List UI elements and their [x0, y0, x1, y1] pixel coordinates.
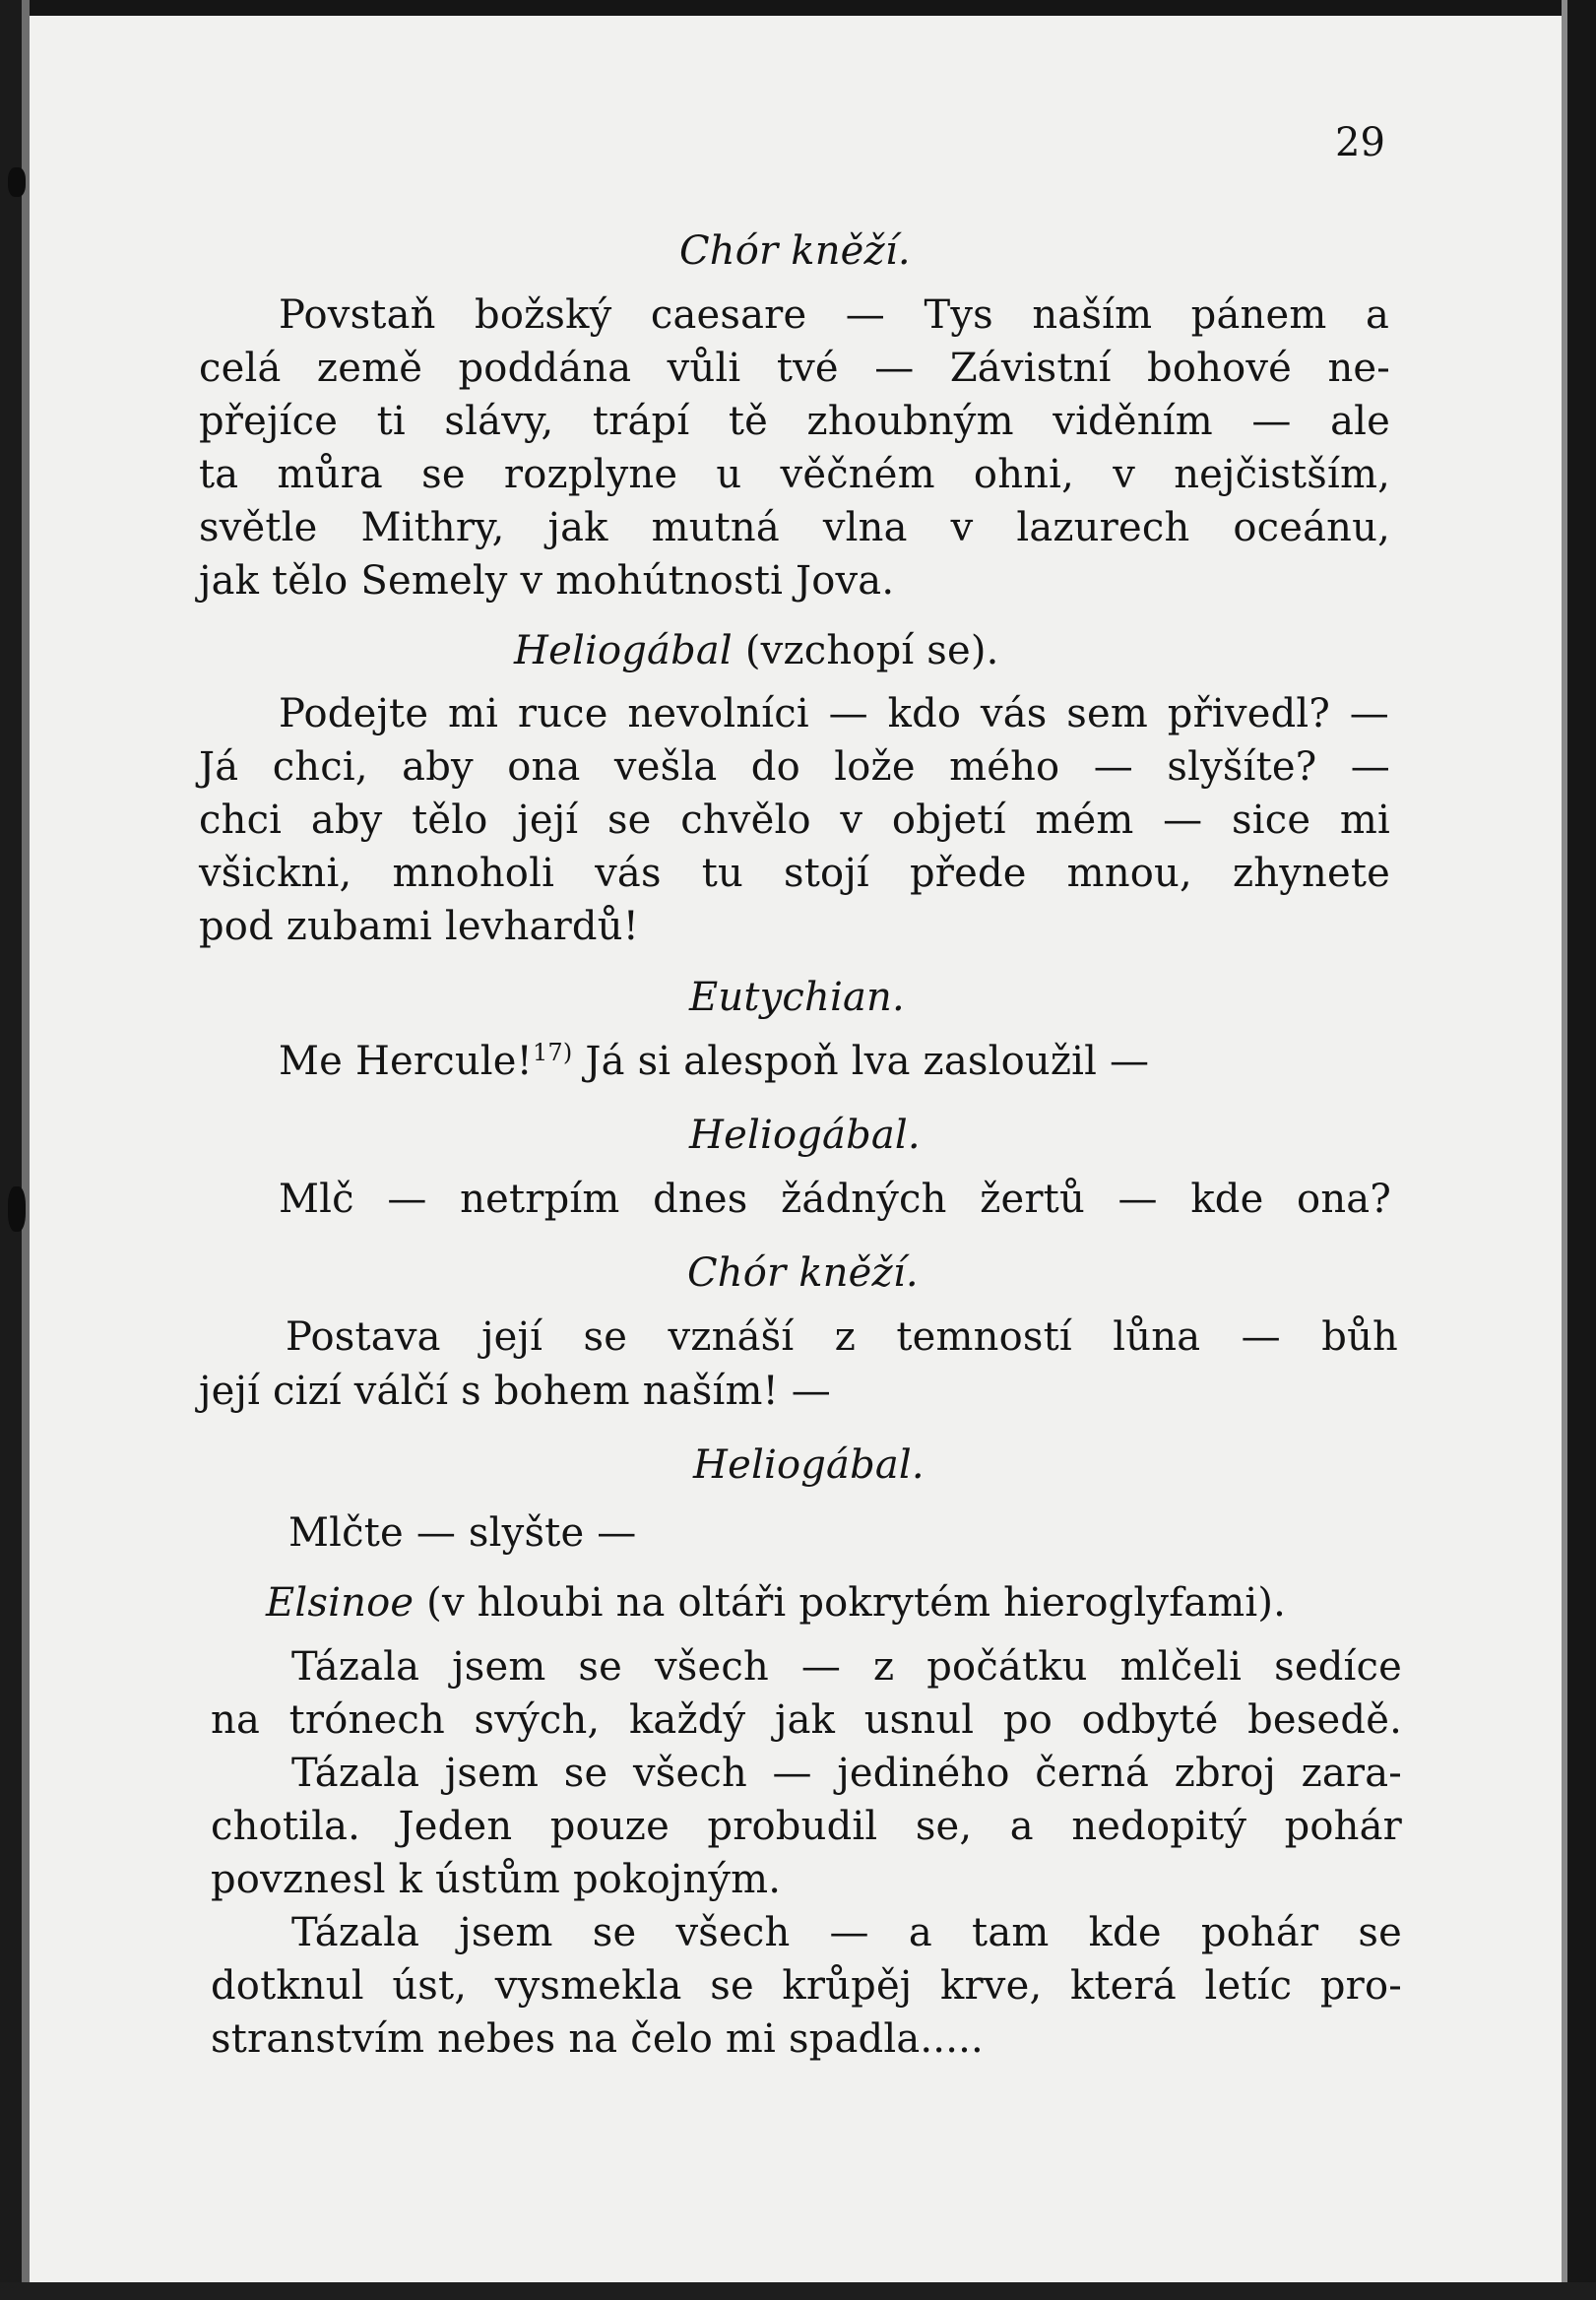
text-line: ta můra se rozplyne u věčném ohni, v nejčistším,: [199, 452, 1390, 497]
speaker-heading: [266, 1580, 1286, 1626]
scan-border-left-shadow: [22, 0, 30, 2300]
speaker-heading: Heliogábal.: [689, 1113, 921, 1158]
text-line: povznesl k ústům pokojným.: [211, 1857, 782, 1902]
speaker-heading: Eutychian.: [689, 975, 905, 1020]
scan-border-right: [1567, 0, 1596, 2300]
text-line: přejíce ti slávy, trápí tě zhoubným viděním — ale: [199, 399, 1390, 444]
stage-direction: (v hloubi na oltáři pokrytém hieroglyfami).: [426, 1580, 1287, 1626]
text-line: všickni, mnoholi vás tu stojí přede mnou, zhynete: [199, 851, 1390, 896]
scan-border-left: [0, 0, 22, 2300]
text-line: Podejte mi ruce nevolníci — kdo vás sem přivedl? —: [279, 691, 1389, 736]
text-line: chotila. Jeden pouze probudil se, a nedopitý pohár: [211, 1804, 1402, 1849]
text-segment: Já si alespoň lva zasloužil —: [572, 1039, 1150, 1084]
stage-direction: (vzchopí se).: [744, 628, 999, 673]
speaker-heading: Heliogábal.: [693, 1442, 925, 1488]
text-line: dotknul úst, vysmekla se krůpěj krve, která letíc pro-: [211, 1963, 1402, 2009]
text-line: světle Mithry, jak mutná vlna v lazurech oceánu,: [199, 505, 1390, 550]
scan-border-bottom: [0, 2282, 1596, 2300]
speaker-heading: [514, 628, 999, 673]
text-line: Tázala jsem se všech — jediného černá zbroj zara-: [291, 1751, 1402, 1796]
text-line: Tázala jsem se všech — a tam kde pohár se: [291, 1910, 1402, 1955]
text-line: Povstaň božský caesare — Tys naším pánem a: [279, 292, 1389, 338]
text-line: Já chci, aby ona vešla do lože mého — slyšíte? —: [199, 744, 1390, 790]
text-line: celá země poddána vůli tvé — Závistní bohové ne-: [199, 346, 1390, 391]
speaker-heading: Chór kněží.: [687, 1250, 919, 1296]
text-line: Postava její se vznáší z temností lůna — bůh: [286, 1314, 1398, 1360]
text-segment: Me Hercule!: [279, 1039, 533, 1084]
footnote-ref: 17): [532, 1039, 573, 1066]
binding-mark: [8, 1186, 26, 1232]
text-line: Tázala jsem se všech — z počátku mlčeli sedíce: [291, 1644, 1402, 1690]
text-line: stranstvím nebes na čelo mi spadla.....: [211, 2016, 984, 2062]
text-line: na trónech svých, každý jak usnul po odbyté besedě.: [211, 1697, 1402, 1743]
scan-border-top: [0, 0, 1596, 16]
text-line: pod zubami levhardů!: [199, 904, 639, 949]
page-number: 29: [1335, 120, 1385, 165]
text-line: Mlčte — slyšte —: [288, 1510, 637, 1556]
text-line: jak tělo Semely v mohútnosti Jova.: [199, 558, 895, 604]
speaker-name: Heliogábal: [514, 628, 733, 673]
binding-mark: [8, 167, 26, 197]
text-line: její cizí válčí s bohem naším! —: [199, 1369, 831, 1414]
text-line: [279, 1039, 1149, 1084]
text-line: Mlč — netrpím dnes žádných žertů — kde ona?: [279, 1177, 1391, 1222]
text-line: chci aby tělo její se chvělo v objetí mém — sice mi: [199, 798, 1390, 843]
speaker-name: Elsinoe: [266, 1580, 415, 1626]
speaker-heading: Chór kněží.: [679, 228, 911, 274]
